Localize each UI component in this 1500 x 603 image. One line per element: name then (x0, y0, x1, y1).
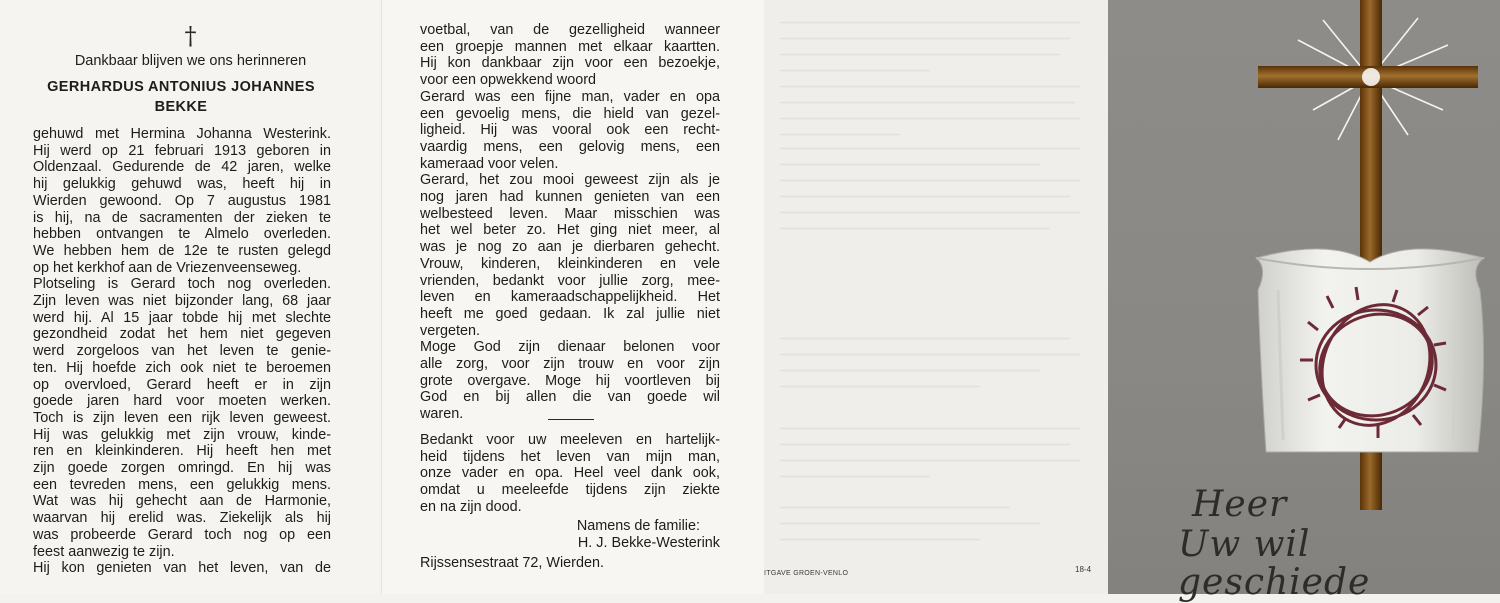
text-line: feest aanwezig te zijn. (33, 543, 175, 560)
text-line: Plotseling is Gerard toch nog overleden. (33, 276, 331, 293)
text-line: vaardig mens, een gelovig mens, een (420, 138, 720, 155)
intro-text: Dankbaar blijven we ons herinneren (74, 53, 307, 69)
cross-symbol: † (184, 22, 197, 50)
text-line: nog jaren had kunnen genieten van een (420, 189, 720, 206)
text-line: Hij kon dankbaar zijn voor een bezoekje, (420, 55, 720, 72)
text-line: Hij werd op 21 februari 1913 geboren in (33, 142, 331, 159)
text-line: werd zorgeloos van het leven te genie- (33, 343, 331, 360)
memorial-text (420, 22, 720, 423)
text-line: Hij kon genieten van het leven, van de (33, 560, 331, 577)
name-line-1: GERHARDUS ANTONIUS JOHANNES (47, 79, 315, 95)
text-line: op het kerkhof aan de Vriezenveenseweg. (33, 259, 302, 276)
white-cloth (1256, 249, 1484, 452)
text-line: een groepje mannen met elkaar kaartten. (420, 38, 720, 55)
motto-line-1: Heer (1192, 484, 1288, 525)
text-line: waarvan hij erelid was. Ziekelijk als hij (33, 510, 331, 527)
text-line: is hij, na de sacramenten der zieken te (33, 209, 331, 226)
deceased-name (0, 77, 362, 117)
text-line: vergeten. (420, 322, 481, 339)
thanks-text (420, 432, 720, 516)
text-line: een tevreden mens, een gelukkig mens. (33, 476, 331, 493)
signature-line-1: Namens de familie: (576, 518, 700, 534)
show-through-block-1 (780, 14, 1090, 142)
signature-line-2: H. J. Bekke-Westerink (577, 535, 720, 551)
text-line: ten. Hij hoefde zich ook niet te beroemen (33, 359, 331, 376)
text-line: Hij was gelukkig met zijn vrouw, kinde- (33, 426, 331, 443)
text-line: ligheid. Hij was vooral ook een recht- (420, 122, 720, 139)
text-line: waren. (420, 406, 464, 423)
text-line: Zijn leven was niet bijzonder lang, 68 jaar (33, 293, 331, 310)
text-line: omdat u meeleefde tijdens zijn ziekte (420, 482, 720, 499)
text-line: zijn goede zorgen omringd. En hij was (33, 460, 331, 477)
show-through-block-4 (780, 420, 1090, 547)
text-line: onze vader en opa. Heel veel dank ook, (420, 465, 720, 482)
text-line: voetbal, van de gezelligheid wanneer (420, 22, 720, 38)
text-line: Vrouw, kinderen, kleinkinderen en vele (420, 255, 720, 272)
text-line: hebben ontvangen te Almelo overleden. (33, 226, 331, 243)
text-line: ren en kleinkinderen. Hij heeft hen met (33, 443, 331, 460)
cross-artwork (1108, 0, 1500, 594)
print-code: 18-4 (1075, 565, 1092, 574)
text-line: voor een opwekkend woord (420, 72, 596, 89)
text-line: heeft me goed gedaan. Ik zal jullie niet (420, 305, 720, 322)
text-line: goede jaren hard voor moeten werken. (33, 393, 331, 410)
text-line: grote overgave. Moge hij voortleven bij (420, 372, 720, 389)
text-line: alle zorg, voor zijn trouw en voor zijn (420, 356, 720, 373)
text-line: en na zijn dood. (420, 498, 522, 515)
text-line: gezondheid zodat het hem niet gegeven (33, 326, 331, 343)
biography-text (33, 126, 331, 577)
text-line: Bedankt voor uw meeleven en hartelijk- (420, 432, 720, 448)
show-through-block-3 (780, 330, 1090, 394)
text-line: welbesteed leven. Maar misschien was (420, 205, 720, 222)
text-line: Wierden gewoond. Op 7 augustus 1981 (33, 192, 331, 209)
text-line: Gerard was een fijne man, vader en opa (420, 88, 720, 105)
text-line: op overvloed, Gerard heeft er in zijn (33, 376, 331, 393)
text-line: Oldenzaal. Gedurende de 42 jaren, welke (33, 159, 331, 176)
address: Rijssensestraat 72, Wierden. (420, 555, 604, 571)
text-line: Wat was hij gehecht aan de Harmonie, (33, 493, 331, 510)
motto-line-2: Uw wil geschiede (1178, 524, 1371, 603)
text-line: werd hij. Al 15 jaar tobde hij met slechte (33, 309, 331, 326)
text-line: Toch is zijn leven een rijk leven geweest. (33, 409, 331, 426)
name-line-2: BEKKE (154, 99, 208, 115)
text-line: heid tijdens het leven van mijn man, (420, 448, 720, 465)
text-line: hij gelukkig gehuwd was, heeft hij in (33, 176, 331, 193)
text-line: We hebben hem de 12e te rusten gelegd (33, 242, 331, 259)
text-line: kameraad voor velen. (420, 155, 559, 172)
text-line: vrienden, bedankt voor jullie zorg, mee- (420, 272, 720, 289)
text-line: God en bij allen die van goede wil (420, 389, 720, 406)
text-line: Gerard, het zou mooi geweest zijn als je (420, 172, 720, 189)
show-through-block-2 (780, 140, 1090, 236)
text-line: Moge God zijn dienaar belonen voor (420, 339, 720, 356)
divider-line (548, 419, 594, 420)
text-line: was je nog zo aan je dierbaren gehecht. (420, 239, 720, 256)
text-line: was probeerde Gerard toch nog op een (33, 526, 331, 543)
text-line: het wel beter zo. Het ging niet meer, al (420, 222, 720, 239)
text-line: een gevoelig mens, die hield van gezel- (420, 105, 720, 122)
publisher-imprint: ITGAVE GROEN-VENLO (764, 570, 849, 577)
text-line: leven en kameraadschappelijkheid. Het (420, 289, 720, 306)
text-line: gehuwd met Hermina Johanna Westerink. (33, 126, 331, 142)
